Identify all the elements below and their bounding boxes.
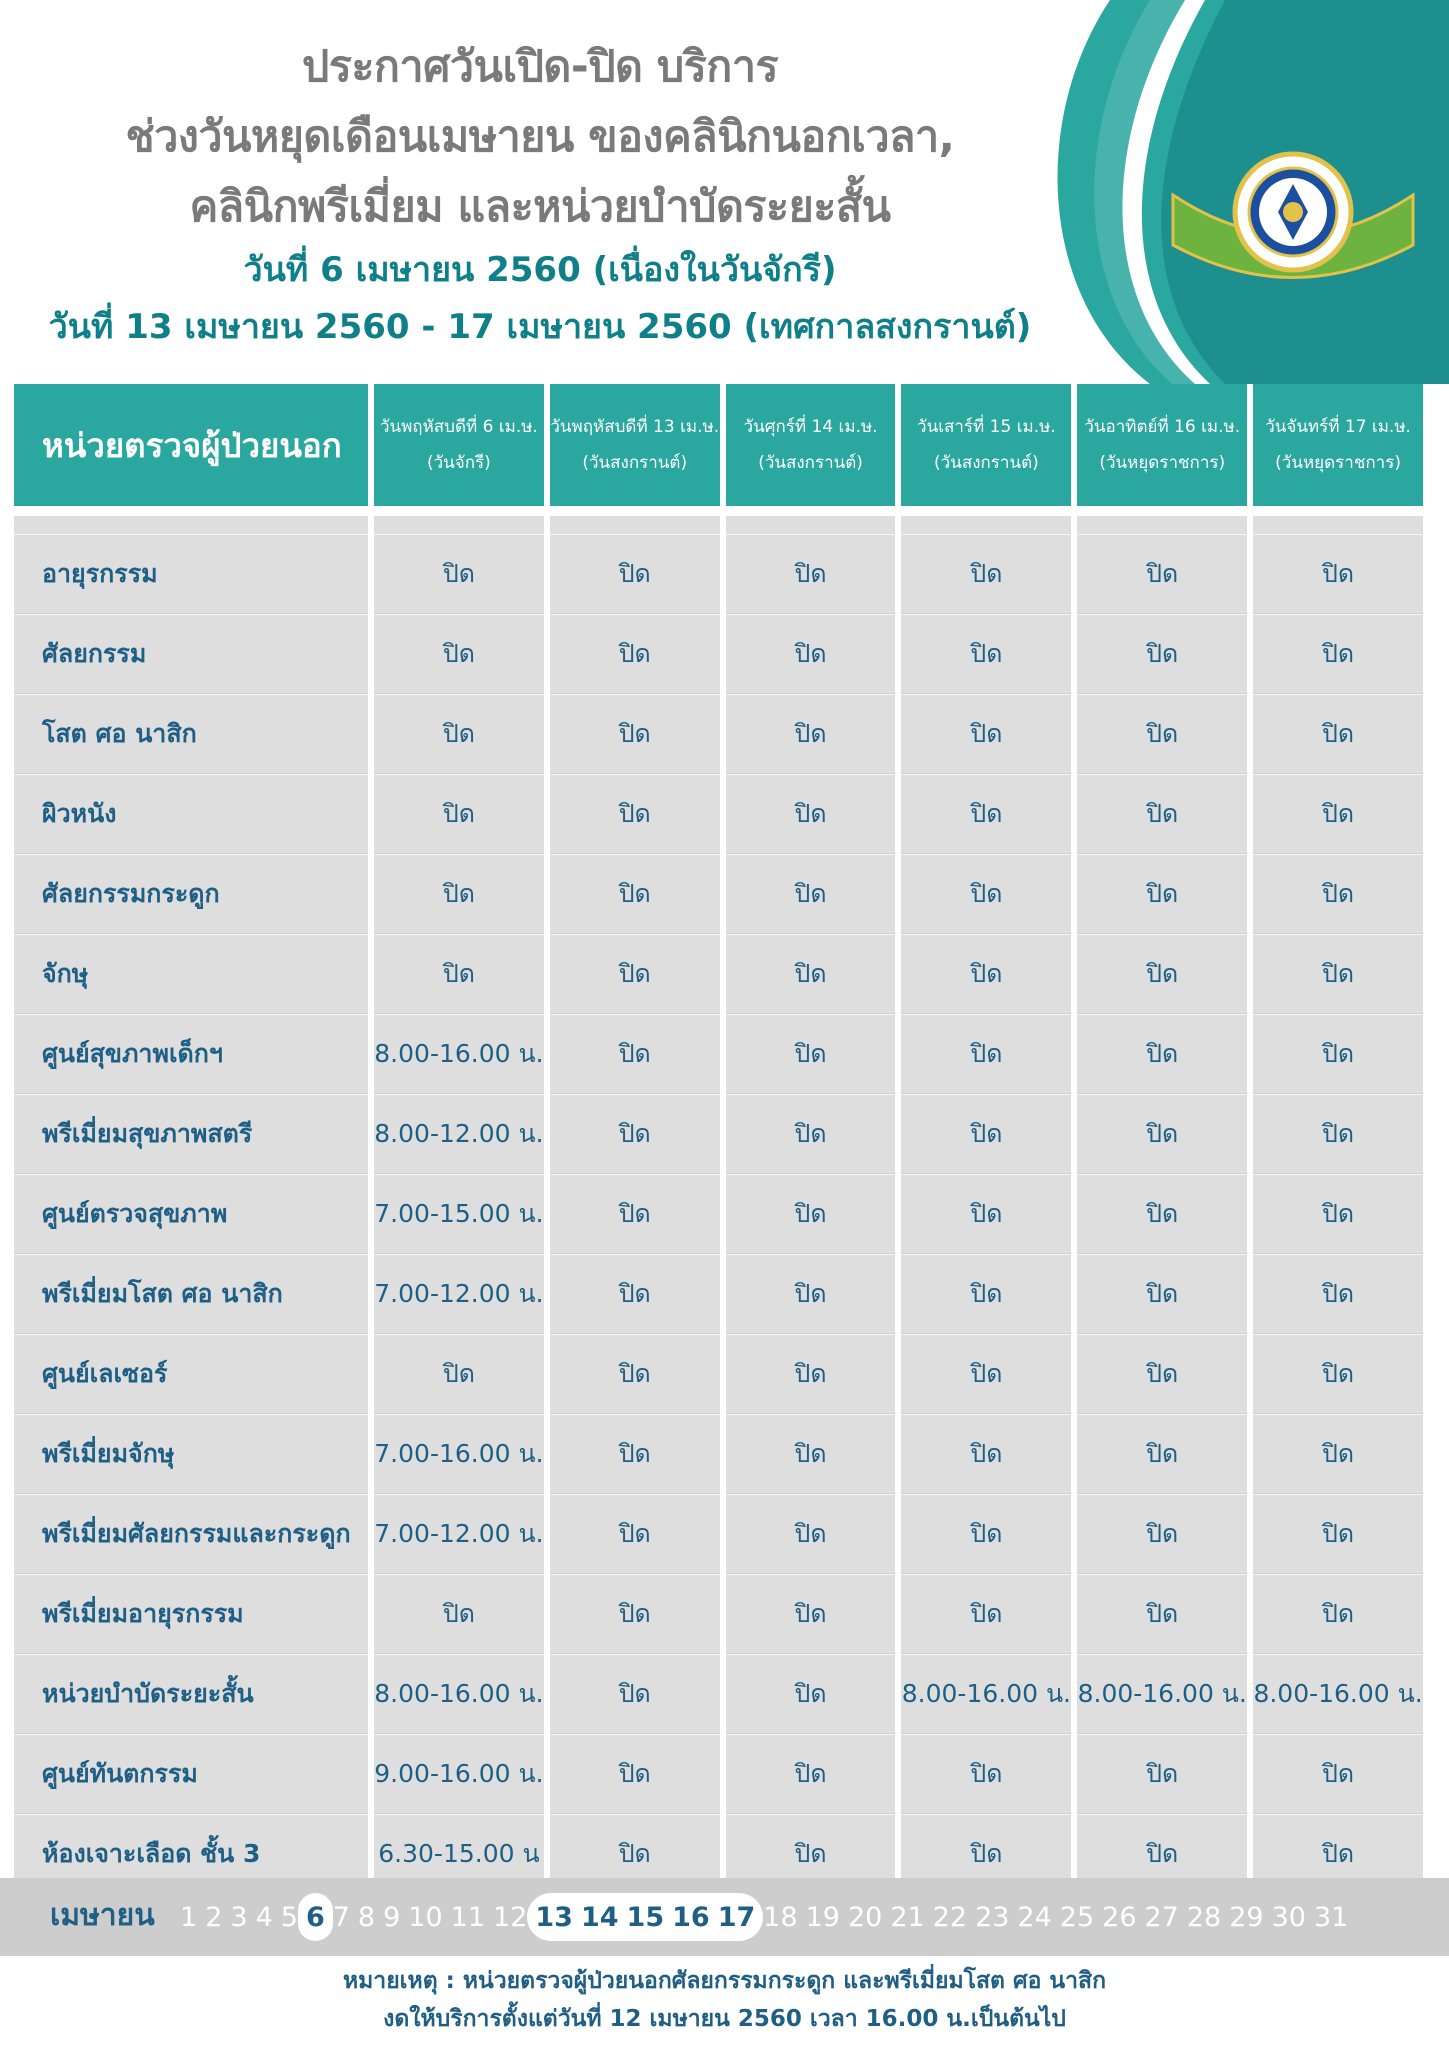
- column-day: วันพฤหัสบดีที่ 6 เม.ษ.: [379, 417, 538, 437]
- unit-name: หน่วยบำบัดระยะสั้น: [14, 1654, 368, 1734]
- unit-name: โสต ศอ นาสิก: [14, 694, 368, 774]
- schedule-cell: ปิด: [1077, 1574, 1247, 1654]
- faculty-seal-logo: [1168, 150, 1418, 282]
- unit-name: พรีเมี่ยมอายุรกรรม: [14, 1574, 368, 1654]
- column-day: วันอาทิตย์ที่ 16 เม.ษ.: [1084, 417, 1241, 437]
- table-row: [14, 854, 1423, 934]
- calendar-day: 27: [1144, 1901, 1179, 1933]
- schedule-cell: ปิด: [1253, 934, 1423, 1014]
- schedule-cell: ปิด: [726, 1654, 896, 1734]
- schedule-cell: ปิด: [901, 1094, 1071, 1174]
- title-line-3: คลินิกพรีเมี่ยม และหน่วยบำบัดระยะสั้น: [189, 182, 891, 232]
- footer-note: [0, 1962, 1449, 2038]
- schedule-cell: ปิด: [1077, 1814, 1247, 1894]
- calendar-day: 5: [280, 1901, 298, 1933]
- schedule-cell: ปิด: [726, 1174, 896, 1254]
- schedule-cell: ปิด: [901, 1574, 1071, 1654]
- subtitle-line-2: วันที่ 13 เมษายน 2560 - 17 เมษายน 2560 (เทศกาลสงกรานต์): [48, 307, 1032, 347]
- calendar-day: 6: [305, 1901, 325, 1933]
- calendar-strip: [0, 1878, 1449, 1956]
- schedule-cell: 8.00-12.00 น.: [374, 1094, 544, 1174]
- calendar-day: 13: [535, 1901, 573, 1933]
- schedule-cell: ปิด: [1077, 1094, 1247, 1174]
- schedule-cell: ปิด: [726, 1814, 896, 1894]
- schedule-cell: ปิด: [1077, 534, 1247, 614]
- schedule-cell: ปิด: [1253, 1014, 1423, 1094]
- calendar-day: 11: [450, 1901, 486, 1933]
- schedule-cell: ปิด: [726, 1494, 896, 1574]
- column-note: (วันหยุดราชการ): [1099, 453, 1226, 473]
- unit-name: ห้องเจาะเลือด ชั้น 3: [14, 1814, 368, 1894]
- calendar-day: 7: [332, 1901, 350, 1933]
- calendar-day: 30: [1271, 1901, 1306, 1933]
- schedule-cell: ปิด: [374, 614, 544, 694]
- calendar-day: 25: [1059, 1901, 1095, 1933]
- schedule-cell: ปิด: [550, 1734, 720, 1814]
- calendar-day: 9: [383, 1901, 401, 1933]
- schedule-cell: ปิด: [901, 614, 1071, 694]
- calendar-day: 28: [1186, 1901, 1222, 1933]
- schedule-cell: ปิด: [550, 694, 720, 774]
- schedule-cell: ปิด: [550, 774, 720, 854]
- calendar-day: 10: [408, 1901, 443, 1933]
- announcement-header: [0, 32, 1080, 356]
- table-row: [14, 1414, 1423, 1494]
- column-day: วันจันทร์ที่ 17 เม.ษ.: [1265, 417, 1411, 437]
- unit-name: ศูนย์ทันตกรรม: [14, 1734, 368, 1814]
- schedule-cell: ปิด: [1077, 1414, 1247, 1494]
- column-header: [726, 384, 896, 516]
- calendar-day: 12: [493, 1901, 528, 1933]
- table-row: [14, 614, 1423, 694]
- schedule-cell: ปิด: [901, 1414, 1071, 1494]
- unit-name: ผิวหนัง: [14, 774, 368, 854]
- table-row: [14, 1494, 1423, 1574]
- schedule-cell: ปิด: [1253, 534, 1423, 614]
- title-line-2: ช่วงวันหยุดเดือนเมษายน ของคลินิกนอกเวลา,: [125, 112, 955, 162]
- column-day: วันเสาร์ที่ 15 เม.ษ.: [917, 417, 1056, 437]
- schedule-cell: ปิด: [1253, 1574, 1423, 1654]
- schedule-cell: ปิด: [550, 934, 720, 1014]
- schedule-cell: ปิด: [901, 854, 1071, 934]
- calendar-day: 21: [890, 1901, 925, 1933]
- schedule-cell: ปิด: [901, 1494, 1071, 1574]
- table-row: [14, 934, 1423, 1014]
- note-line-2: งดให้บริการตั้งแต่วันที่ 12 เมษายน 2560 เวลา 16.00 น.เป็นต้นไป: [383, 2006, 1066, 2032]
- schedule-cell: ปิด: [726, 614, 896, 694]
- schedule-cell: ปิด: [726, 1094, 896, 1174]
- table-row: [14, 1174, 1423, 1254]
- calendar-day: 23: [975, 1901, 1010, 1933]
- schedule-cell: 7.00-12.00 น.: [374, 1494, 544, 1574]
- schedule-cell: ปิด: [550, 1254, 720, 1334]
- schedule-cell: ปิด: [1077, 934, 1247, 1014]
- schedule-cell: ปิด: [726, 854, 896, 934]
- schedule-cell: ปิด: [726, 1574, 896, 1654]
- column-header: [1253, 384, 1423, 516]
- column-note: (วันสงกรานต์): [934, 453, 1039, 473]
- calendar-day: 14: [580, 1901, 619, 1933]
- schedule-cell: ปิด: [901, 694, 1071, 774]
- schedule-cell: ปิด: [1253, 1734, 1423, 1814]
- unit-name: พรีเมี่ยมจักษุ: [14, 1414, 368, 1494]
- schedule-cell: ปิด: [1253, 774, 1423, 854]
- schedule-cell: ปิด: [1077, 1174, 1247, 1254]
- schedule-cell: ปิด: [550, 854, 720, 934]
- schedule-cell: ปิด: [1253, 1814, 1423, 1894]
- schedule-cell: ปิด: [726, 534, 896, 614]
- schedule-cell: ปิด: [1253, 1094, 1423, 1174]
- schedule-cell: 8.00-16.00 น.: [901, 1654, 1071, 1734]
- unit-name: พรีเมี่ยมสุขภาพสตรี: [14, 1094, 368, 1174]
- unit-name: ศูนย์ตรวจสุขภาพ: [14, 1174, 368, 1254]
- schedule-cell: ปิด: [1253, 1414, 1423, 1494]
- unit-name: จักษุ: [14, 934, 368, 1014]
- schedule-cell: ปิด: [550, 1094, 720, 1174]
- schedule-cell: ปิด: [901, 774, 1071, 854]
- schedule-cell: ปิด: [726, 1014, 896, 1094]
- schedule-cell: 8.00-16.00 น.: [374, 1654, 544, 1734]
- table-row: [14, 1334, 1423, 1414]
- schedule-cell: ปิด: [550, 1174, 720, 1254]
- schedule-cell: ปิด: [550, 1654, 720, 1734]
- schedule-cell: ปิด: [1077, 774, 1247, 854]
- calendar-day: 3: [230, 1901, 248, 1933]
- schedule-cell: ปิด: [374, 1334, 544, 1414]
- table-row: [14, 1734, 1423, 1814]
- schedule-cell: ปิด: [550, 1334, 720, 1414]
- schedule-cell: ปิด: [374, 534, 544, 614]
- calendar-day: 16: [672, 1901, 710, 1933]
- schedule-cell: ปิด: [550, 1574, 720, 1654]
- schedule-cell: ปิด: [1077, 1014, 1247, 1094]
- column-header: [374, 384, 544, 516]
- table-row: [14, 1574, 1423, 1654]
- column-header: [901, 384, 1071, 516]
- schedule-cell: 7.00-16.00 น.: [374, 1414, 544, 1494]
- calendar-day: 20: [847, 1901, 883, 1933]
- unit-name: ศูนย์เลเซอร์: [14, 1334, 368, 1414]
- schedule-cell: ปิด: [901, 1174, 1071, 1254]
- table-row: [14, 1254, 1423, 1334]
- schedule-cell: ปิด: [550, 1814, 720, 1894]
- schedule-cell: ปิด: [901, 1734, 1071, 1814]
- subtitle-line-1: วันที่ 6 เมษายน 2560 (เนื่องในวันจักรี): [243, 250, 837, 290]
- schedule-cell: ปิด: [726, 1414, 896, 1494]
- schedule-cell: ปิด: [726, 1334, 896, 1414]
- schedule-cell: ปิด: [726, 1734, 896, 1814]
- column-note: (วันหยุดราชการ): [1275, 453, 1401, 473]
- schedule-cell: ปิด: [1077, 1334, 1247, 1414]
- calendar-day: 15: [626, 1901, 665, 1933]
- column-note: (วันสงกรานต์): [758, 453, 863, 473]
- schedule-cell: ปิด: [1077, 614, 1247, 694]
- schedule-cell: ปิด: [726, 934, 896, 1014]
- schedule-cell: 7.00-15.00 น.: [374, 1174, 544, 1254]
- note-line-1: หมายเหตุ : หน่วยตรวจผู้ป่วยนอกศัลยกรรมกระดูก และพรีเมี่ยมโสต ศอ นาสิก: [342, 1968, 1107, 1994]
- unit-name: ศัลยกรรม: [14, 614, 368, 694]
- schedule-table: [8, 384, 1429, 1894]
- table-row: [14, 1014, 1423, 1094]
- schedule-cell: ปิด: [901, 1254, 1071, 1334]
- table-row: [14, 694, 1423, 774]
- schedule-cell: ปิด: [901, 1014, 1071, 1094]
- schedule-cell: ปิด: [1077, 1254, 1247, 1334]
- calendar-day: 1: [180, 1901, 198, 1933]
- column-header: [550, 384, 720, 516]
- unit-name: อายุรกรรม: [14, 534, 368, 614]
- table-row: [14, 1654, 1423, 1734]
- calendar-day: 19: [805, 1901, 840, 1933]
- schedule-cell: ปิด: [550, 534, 720, 614]
- column-day: วันศุกร์ที่ 14 เม.ษ.: [743, 417, 878, 437]
- schedule-cell: ปิด: [1253, 1174, 1423, 1254]
- schedule-cell: 6.30-15.00 น: [374, 1814, 544, 1894]
- schedule-cell: ปิด: [1253, 1334, 1423, 1414]
- calendar-day: 26: [1102, 1901, 1137, 1933]
- schedule-cell: ปิด: [1253, 1494, 1423, 1574]
- schedule-cell: ปิด: [1253, 854, 1423, 934]
- table-row: [14, 1094, 1423, 1174]
- schedule-cell: ปิด: [550, 614, 720, 694]
- schedule-cell: ปิด: [1077, 854, 1247, 934]
- column-header: [1077, 384, 1247, 516]
- schedule-cell: 9.00-16.00 น.: [374, 1734, 544, 1814]
- schedule-cell: ปิด: [374, 854, 544, 934]
- calendar-day: 4: [255, 1901, 273, 1933]
- schedule-cell: ปิด: [1253, 694, 1423, 774]
- table-row: [14, 534, 1423, 614]
- schedule-cell: 7.00-12.00 น.: [374, 1254, 544, 1334]
- calendar-day: 2: [205, 1901, 223, 1933]
- schedule-cell: 8.00-16.00 น.: [374, 1014, 544, 1094]
- schedule-cell: ปิด: [550, 1494, 720, 1574]
- title-line-1: ประกาศวันเปิด-ปิด บริการ: [301, 42, 779, 92]
- schedule-cell: ปิด: [901, 1334, 1071, 1414]
- schedule-cell: ปิด: [726, 694, 896, 774]
- table-row: [14, 774, 1423, 854]
- schedule-cell: 8.00-16.00 น.: [1253, 1654, 1423, 1734]
- schedule-cell: ปิด: [374, 774, 544, 854]
- schedule-cell: ปิด: [374, 694, 544, 774]
- calendar-day: 22: [932, 1901, 968, 1933]
- unit-name: พรีเมี่ยมศัลยกรรมและกระดูก: [14, 1494, 368, 1574]
- calendar-day: 17: [717, 1901, 756, 1933]
- schedule-cell: ปิด: [1253, 614, 1423, 694]
- unit-name: ศัลยกรรมกระดูก: [14, 854, 368, 934]
- table-header-row: [14, 384, 1423, 516]
- calendar-day: 8: [357, 1901, 376, 1933]
- calendar-day: 24: [1017, 1901, 1052, 1933]
- calendar-month: เมษายน: [50, 1898, 155, 1933]
- schedule-cell: ปิด: [1077, 1494, 1247, 1574]
- schedule-cell: 8.00-16.00 น.: [1077, 1654, 1247, 1734]
- calendar-day: 29: [1229, 1901, 1264, 1933]
- schedule-cell: ปิด: [901, 1814, 1071, 1894]
- schedule-cell: ปิด: [374, 934, 544, 1014]
- column-day: วันพฤหัสบดีที่ 13 เม.ษ.: [550, 417, 720, 437]
- unit-name: ศูนย์สุขภาพเด็กฯ: [14, 1014, 368, 1094]
- schedule-cell: ปิด: [550, 1014, 720, 1094]
- schedule-cell: ปิด: [726, 774, 896, 854]
- column-note: (วันสงกรานต์): [582, 453, 688, 473]
- schedule-cell: ปิด: [374, 1574, 544, 1654]
- schedule-cell: ปิด: [901, 934, 1071, 1014]
- schedule-cell: ปิด: [901, 534, 1071, 614]
- schedule-cell: ปิด: [550, 1414, 720, 1494]
- unit-name: พรีเมี่ยมโสต ศอ นาสิก: [14, 1254, 368, 1334]
- schedule-cell: ปิด: [1253, 1254, 1423, 1334]
- calendar-days: [180, 1878, 1356, 1956]
- schedule-cell: ปิด: [1077, 1734, 1247, 1814]
- unit-column-header: หน่วยตรวจผู้ป่วยนอก: [14, 384, 368, 516]
- schedule-cell: ปิด: [726, 1254, 896, 1334]
- calendar-day: 18: [763, 1901, 798, 1933]
- column-note: (วันจักรี): [427, 453, 491, 473]
- calendar-day: 31: [1313, 1901, 1349, 1933]
- schedule-cell: ปิด: [1077, 694, 1247, 774]
